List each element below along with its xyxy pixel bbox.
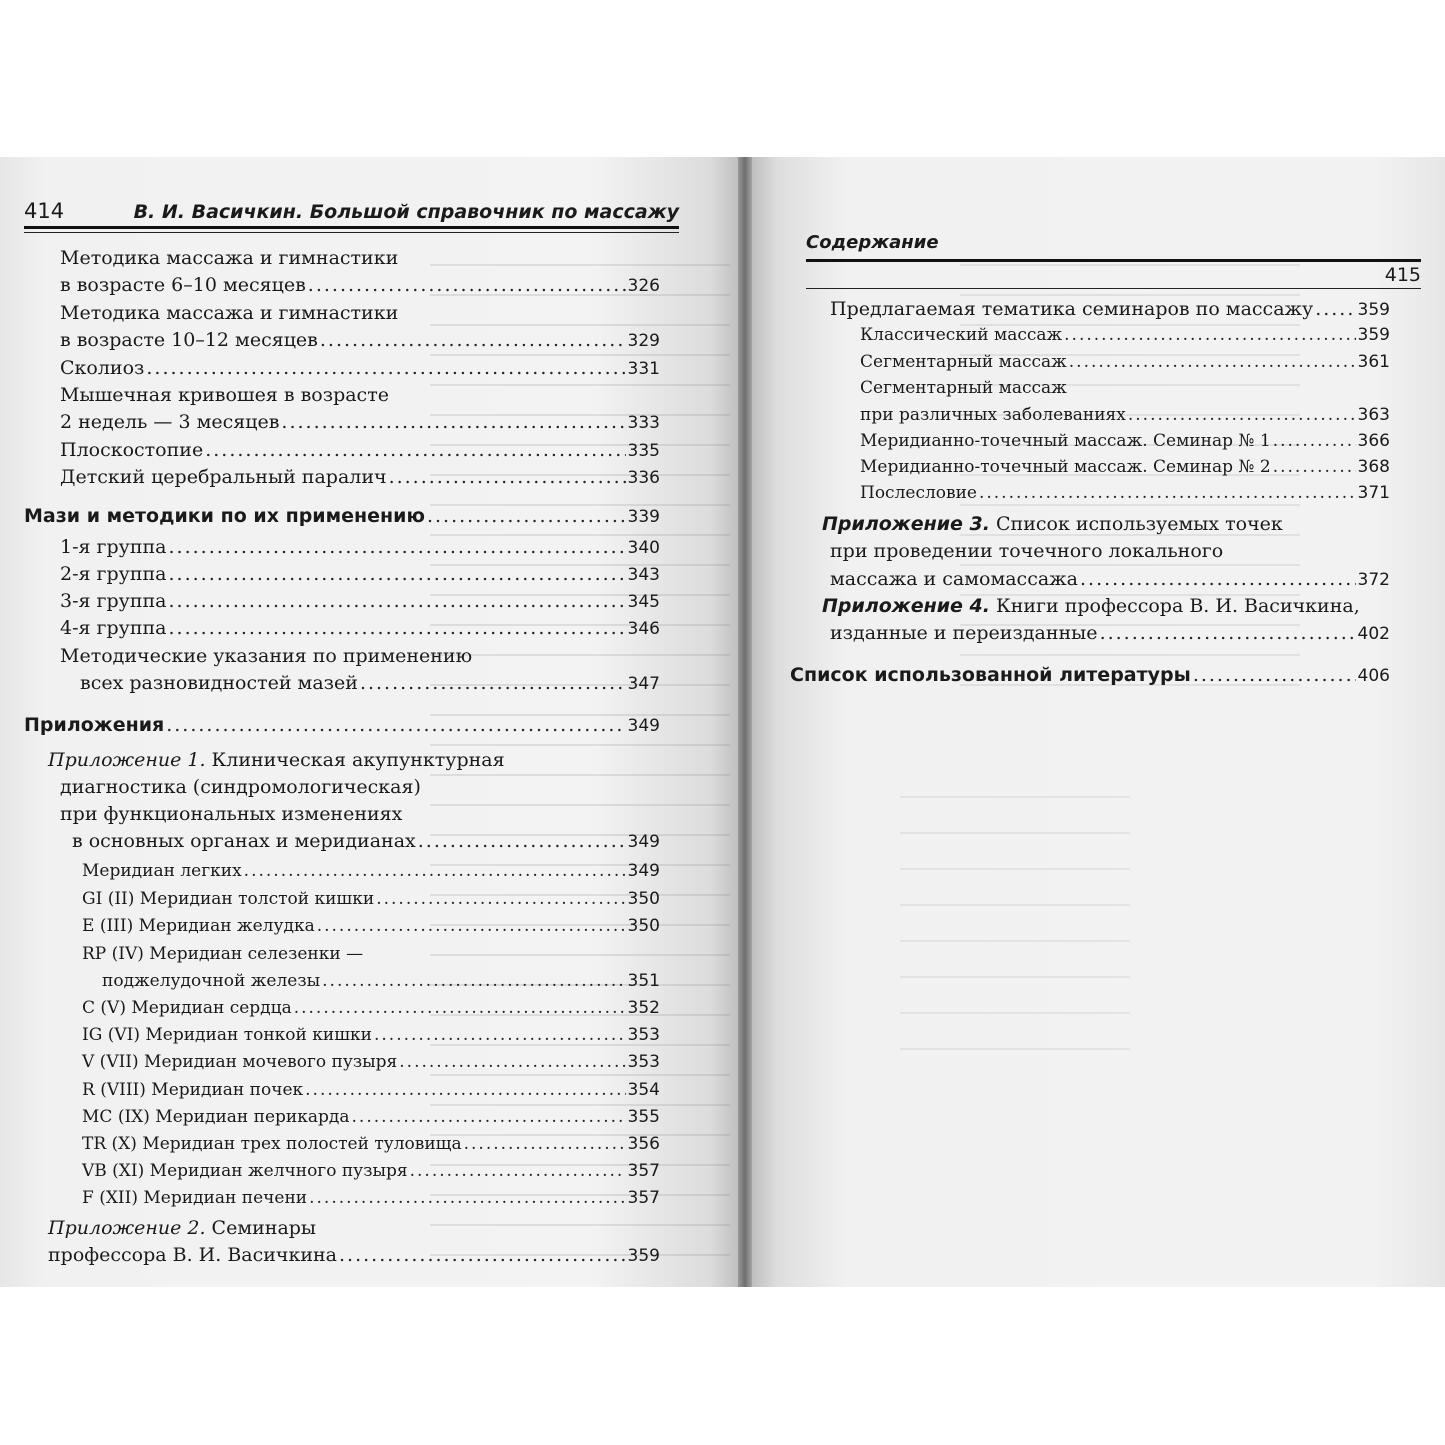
toc-subentry: MC (IX) Меридиан перикарда ..... 355 [24,1104,660,1130]
toc-subentry: Сегментарный массаж [860,378,1067,398]
toc-entry: Детский церебральный паралич ..... 336 [24,464,660,490]
toc-subentry: TR (X) Меридиан трех полостей туловища ..... 356 [24,1131,660,1157]
toc-subentry: E (III) Меридиан желудка ..... 350 [24,913,660,939]
toc-entry: 1-я группа ..... 340 [24,534,660,560]
show-through-imprint [900,780,1130,1080]
toc-entry: Приложение 2. Семинары [48,1217,317,1239]
toc-subentry: C (V) Меридиан сердца ..... 352 [24,995,660,1021]
toc-entry: изданные и переизданные ..... 402 [790,620,1390,646]
toc-subentry: Классический массаж ..... 359 [790,322,1390,348]
toc-entry: Методика массажа и гимнастики [60,302,399,324]
toc-subentry: RP (IV) Меридиан селезенки — [82,944,364,964]
toc-section: Мази и методики по их применению ..... 339 [24,503,660,529]
toc-entry: в возрасте 6–10 месяцев ..... 326 [24,272,660,298]
toc-subentry: GI (II) Меридиан толстой кишки ..... 350 [24,886,660,912]
toc-entry: всех разновидностей мазей ..... 347 [24,670,660,696]
right-running-head [806,232,1421,288]
toc-entry: при проведении точечного локального [830,540,1224,562]
toc-entry: 2-я группа ..... 343 [24,561,660,587]
right-toc [790,296,1390,696]
toc-entry: массажа и самомассажа ..... 372 [790,566,1390,592]
toc-entry: диагностика (синдромологическая) [60,776,421,798]
left-page-number: 414 [24,199,65,223]
left-toc [24,245,660,1275]
toc-entry: Предлагаемая тематика семинаров по массажу ..... 359 [790,296,1390,322]
toc-entry: Приложение 3. Список используемых точек [822,513,1283,535]
toc-subentry: при различных заболеваниях ..... 363 [790,402,1390,428]
toc-subentry: Меридиан легких ..... 349 [24,858,660,884]
toc-entry: Методика массажа и гимнастики [60,247,399,269]
toc-subentry: IG (VI) Меридиан тонкой кишки ..... 353 [24,1022,660,1048]
toc-entry: в возрасте 10–12 месяцев ..... 329 [24,327,660,353]
left-running-head [24,194,679,229]
toc-entry: Плоскостопие ..... 335 [24,437,660,463]
toc-subentry: VB (XI) Меридиан желчного пузыря ..... 357 [24,1158,660,1184]
right-page-number: 415 [1384,264,1421,286]
toc-subentry: R (VIII) Меридиан почек ..... 354 [24,1077,660,1103]
toc-section: Приложения ..... 349 [24,712,660,738]
toc-entry: Приложение 1. Клиническая акупунктурная [48,749,505,771]
toc-entry: Мышечная кривошея в возрасте [60,384,389,406]
toc-entry: 4-я группа ..... 346 [24,615,660,641]
toc-entry: при функциональных изменениях [60,803,403,825]
left-running-title: В. И. Васичкин. Большой справочник по массажу [133,201,679,223]
toc-entry: 3-я группа ..... 345 [24,588,660,614]
toc-section: Список использованной литературы ..... 406 [790,662,1390,688]
toc-subentry: поджелудочной железы ..... 351 [24,968,660,994]
toc-entry: профессора В. И. Васичкина ..... 359 [24,1242,660,1268]
toc-subentry: Сегментарный массаж ..... 361 [790,349,1390,375]
toc-entry: Сколиоз ..... 331 [24,355,660,381]
toc-entry: 2 недель — 3 месяцев ..... 333 [24,409,660,435]
toc-entry: в основных органах и меридианах ..... 349 [24,828,660,854]
toc-entry: Приложение 4. Книги профессора В. И. Васичкина, [822,595,1360,617]
toc-subentry: Послесловие ..... 371 [790,480,1390,506]
toc-subentry: V (VII) Меридиан мочевого пузыря ..... 353 [24,1049,660,1075]
toc-subentry: F (XII) Меридиан печени ..... 357 [24,1185,660,1211]
toc-subentry: Меридианно-точечный массаж. Семинар № 1 ..... 366 [790,428,1390,454]
book-gutter [738,157,752,1287]
toc-subentry: Меридианно-точечный массаж. Семинар № 2 ..... 368 [790,454,1390,480]
right-running-title: Содержание [806,232,939,253]
toc-entry: Методические указания по применению [60,645,473,667]
